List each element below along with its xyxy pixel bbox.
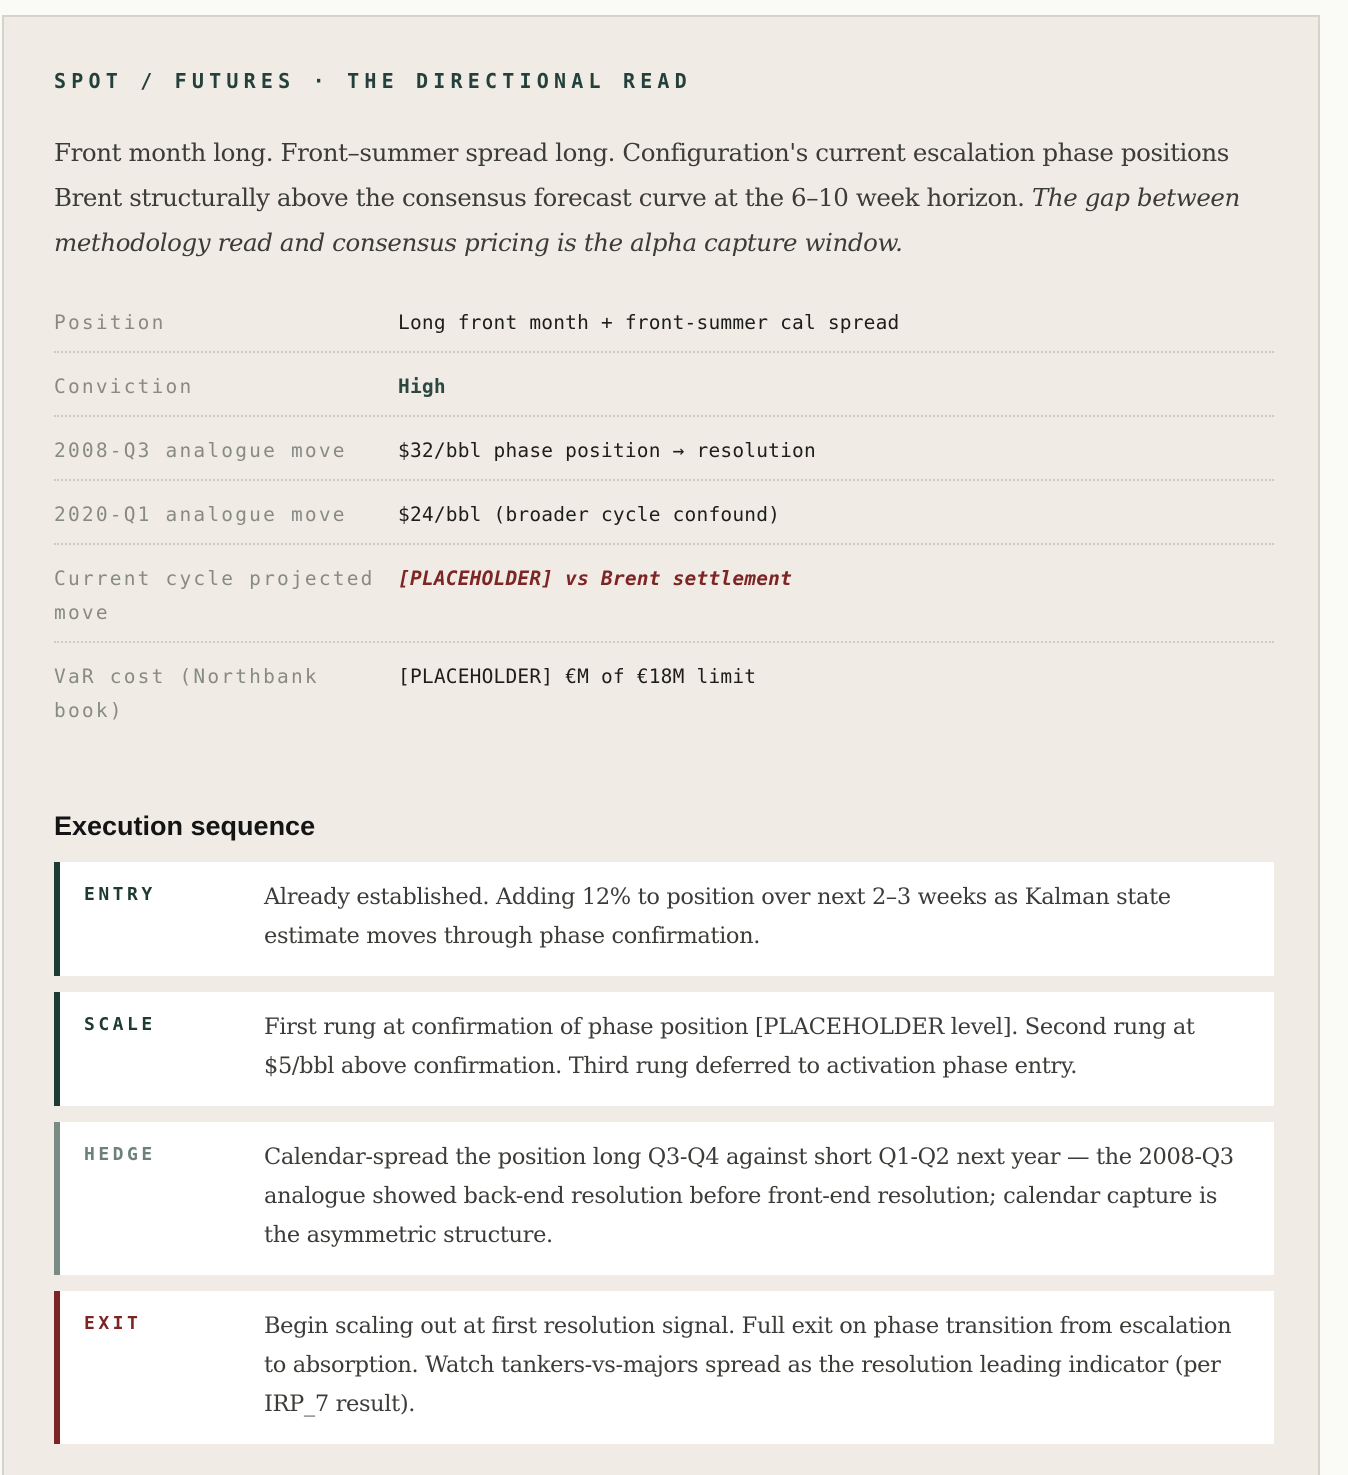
- spec-value: $32/bbl phase position → resolution: [398, 439, 816, 462]
- step-exit: [54, 1291, 1274, 1444]
- spec-value: $24/bbl (broader cycle confound): [398, 503, 781, 526]
- step-text: First rung at confirmation of phase position [PLACEHOLDER level]. Second rung at $5/bbl above confirmation. Third rung deferred to activation phase entry.: [264, 1014, 1195, 1079]
- position-spec-table: [54, 289, 1274, 739]
- step-label: ENTRY: [84, 884, 156, 905]
- spec-row-position: [54, 289, 1274, 353]
- lede-paragraph: [54, 130, 1279, 265]
- step-text: Begin scaling out at first resolution signal. Full exit on phase transition from escalation to absorption. Watch tankers-vs-majors spread as the resolution leading indicator (per IRP_7 result).: [264, 1313, 1232, 1417]
- spec-row-2020-analogue: [54, 481, 1274, 545]
- spec-value: [PLACEHOLDER] vs Brent settlement: [398, 567, 793, 590]
- step-label: SCALE: [84, 1014, 156, 1035]
- step-hedge: [54, 1122, 1274, 1275]
- spec-row-conviction: [54, 353, 1274, 417]
- spec-value: High: [398, 375, 446, 398]
- step-label: EXIT: [84, 1313, 142, 1334]
- spec-row-2008-analogue: [54, 417, 1274, 481]
- spec-label: Conviction: [54, 375, 194, 398]
- lede-emphasis: The gap between methodology read and consensus pricing is the alpha capture window.: [54, 183, 1240, 257]
- lede-text: Front month long. Front–summer spread long. Configuration's current escalation phase positions Brent structurally above the consensus forecast curve at the 6–10 week horizon.: [54, 138, 1229, 212]
- step-text: Already established. Adding 12% to position over next 2–3 weeks as Kalman state estimate moves through phase confirmation.: [264, 884, 1171, 949]
- spec-label: VaR cost (Northbank book): [54, 665, 319, 722]
- spec-label: Current cycle projected move: [54, 567, 375, 624]
- spec-label: 2008-Q3 analogue move: [54, 439, 347, 462]
- spec-value: [PLACEHOLDER] €M of €18M limit: [398, 665, 757, 688]
- section-title: Execution sequence: [54, 811, 316, 841]
- spec-label: Position: [54, 311, 166, 334]
- step-entry: [54, 862, 1274, 976]
- section-eyebrow: SPOT / FUTURES · THE DIRECTIONAL READ: [54, 69, 692, 93]
- step-label: HEDGE: [84, 1144, 156, 1165]
- spec-value: Long front month + front-summer cal spread: [398, 311, 900, 334]
- directional-read-card: [2, 15, 1320, 1475]
- execution-steps: [54, 862, 1274, 1460]
- step-text: Calendar-spread the position long Q3-Q4 against short Q1-Q2 next year — the 2008-Q3 analogue showed back-end resolution before front-end resolution; calendar capture is the asymmetric structure.: [264, 1144, 1234, 1248]
- spec-label: 2020-Q1 analogue move: [54, 503, 347, 526]
- spec-row-var-cost: [54, 643, 1274, 739]
- spec-row-current-cycle: [54, 545, 1274, 643]
- step-scale: [54, 992, 1274, 1106]
